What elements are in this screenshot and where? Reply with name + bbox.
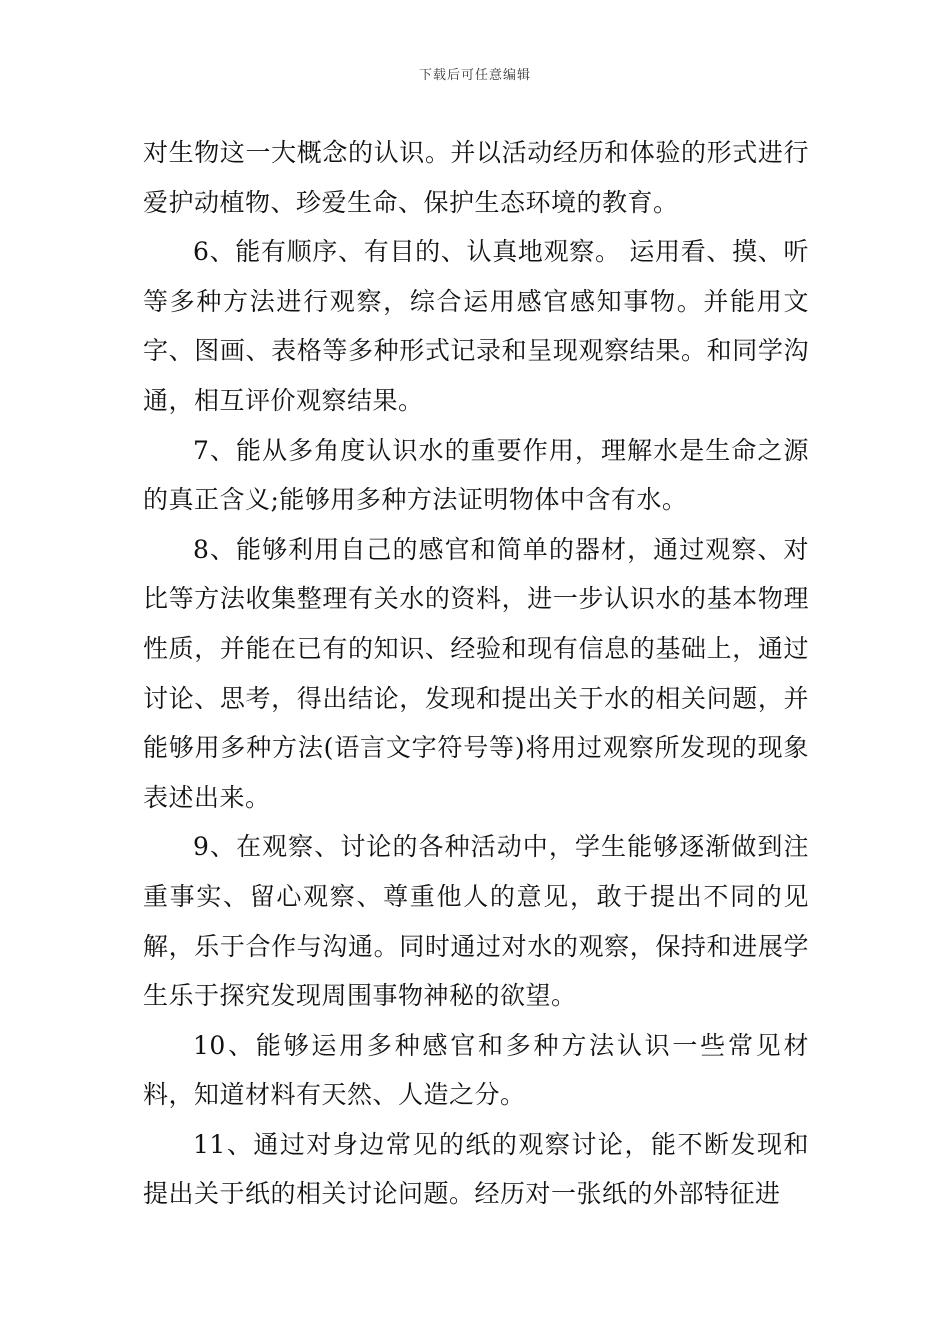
document-body — [143, 128, 809, 1219]
paragraph-7: 11、通过对身边常见的纸的观察讨论，能不断发现和提出关于纸的相关讨论问题。经历对一张纸的外部特征进 — [143, 1129, 809, 1209]
paragraph-4: 8、能够利用自己的感官和简单的器材，通过观察、对比等方法收集整理有关水的资料，进一步认识水的基本物理性质，并能在已有的知识、经验和现有信息的基础上，通过讨论、思考，得出结论，发现和提出关于水的相关问题，并能够用多种方法(语言文字符号等)将用过观察所发现的现象表述出来。 — [143, 534, 809, 812]
paragraph-6: 10、能够运用多种感官和多种方法认识一些常见材料，知道材料有天然、人造之分。 — [143, 1030, 809, 1110]
paragraph-3: 7、能从多角度认识水的重要作用，理解水是生命之源的真正含义;能够用多种方法证明物体中含有水。 — [143, 435, 809, 515]
paragraph-2: 6、能有顺序、有目的、认真地观察。 运用看、摸、听等多种方法进行观察，综合运用感官感知事物。并能用文字、图画、表格等多种形式记录和呈现观察结果。和同学沟通，相互评价观察结果。 — [143, 237, 809, 415]
page-header: 下载后可任意编辑 — [418, 68, 531, 83]
paragraph-1: 对生物这一大概念的认识。并以活动经历和体验的形式进行爱护动植物、珍爱生命、保护生态环境的教育。 — [143, 138, 809, 217]
paragraph-5: 9、在观察、讨论的各种活动中，学生能够逐渐做到注重事实、留心观察、尊重他人的意见，敢于提出不同的见解，乐于合作与沟通。同时通过对水的观察，保持和进展学生乐于探究发现周围事物神秘的欲望。 — [143, 832, 809, 1011]
